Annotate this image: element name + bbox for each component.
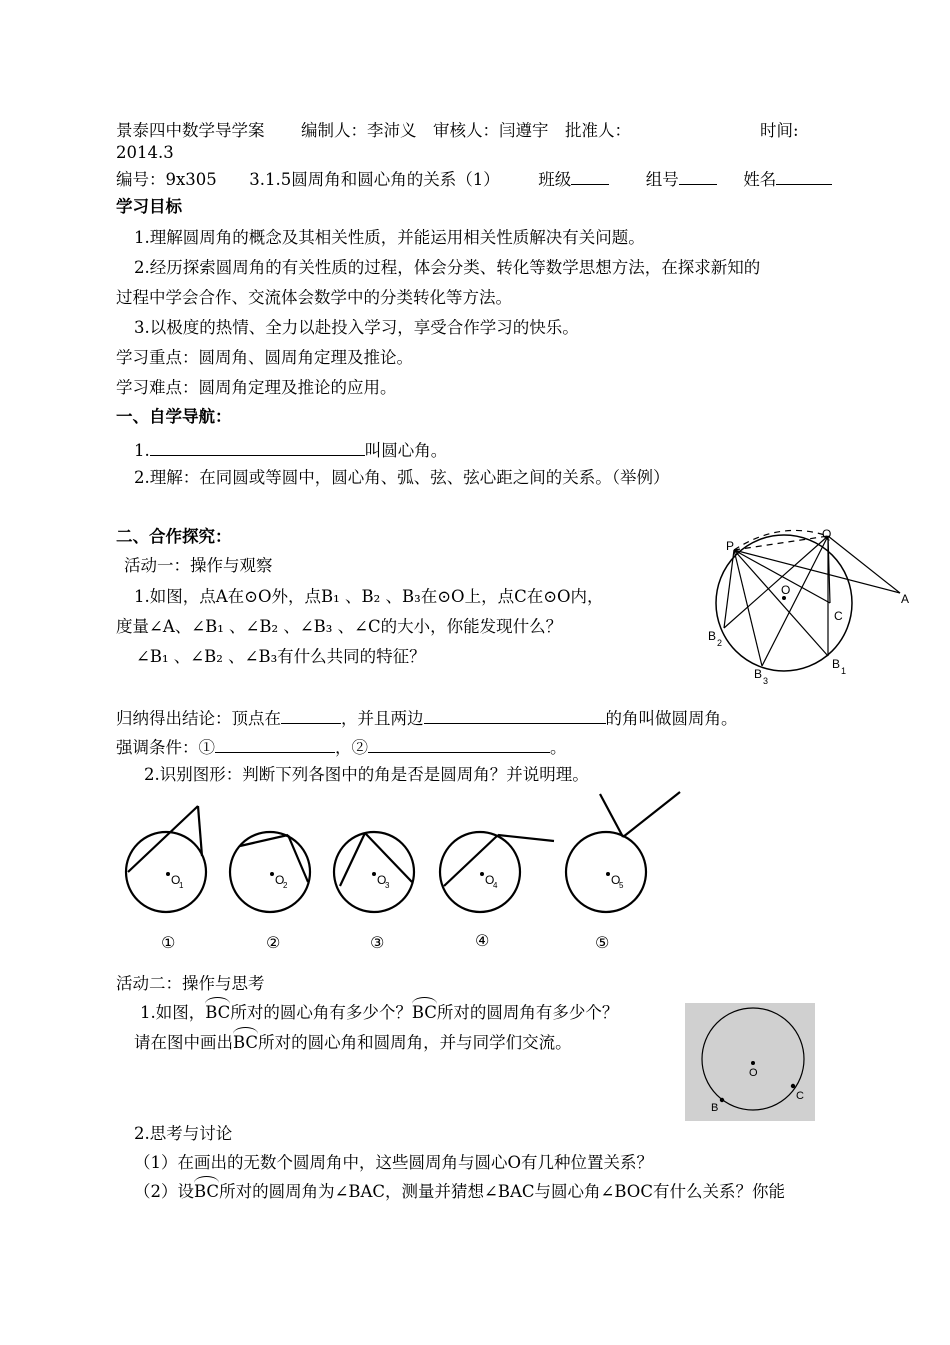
label-B1-sub: 1 [841,666,847,676]
a2-q1-part4: 请在图中画出 [134,1033,233,1052]
conclusion-b: ，并且两边 [341,709,424,728]
circle5-sub: 5 [619,881,624,890]
date: 2014.3 [116,143,174,162]
goal-2: 2.经历探索圆周角的有关性质的过程，体会分类、转化等数学思想方法，在探求新知的 [134,258,761,277]
emphasis [116,734,567,759]
lesson-title: 3.1.5圆周角和圆心角的关系（1） [249,170,500,189]
approver: 批准人： [565,121,631,140]
conclusion-c: 的角叫做圆周角。 [605,709,738,728]
label-A: A [901,592,910,606]
t2-part1: （2）设 [134,1182,194,1201]
fig2-label-B: B [711,1102,719,1114]
activity1-title: 活动一：操作与观察 [124,556,273,575]
circle1-number: ① [161,933,176,952]
a2-q1-part2: 所对的圆心角有多少个？ [230,1003,412,1022]
circle3-sub: 3 [385,881,390,890]
think-q2 [134,1181,785,1203]
label-B2: B [708,629,717,643]
activity2-title: 活动二：操作与思考 [116,974,265,993]
header-line-3 [116,166,832,191]
name-label: 姓名 [743,170,777,189]
arc-bc: BC [411,1003,437,1022]
q1-blank[interactable] [150,437,365,456]
activity2-q1 [140,1002,618,1024]
a2-q1-part1: 1.如图， [140,1003,206,1022]
circle1-center: O [171,873,181,887]
activity1-line2: 度量∠A、∠B₁ 、∠B₂ 、∠B₃ 、∠C的大小，你能发现什么？ [116,617,563,636]
emphasis-blank-1[interactable] [215,734,335,753]
fig2-label-C: C [796,1090,804,1102]
fig2-label-O: O [749,1067,758,1079]
q1-prefix: 1. [134,441,150,460]
circle5-number: ⑤ [595,933,610,952]
section1-q1 [134,437,447,462]
arc-bc: BC [233,1033,259,1052]
circle4-center: O [485,873,495,887]
circle5-center: O [611,873,621,887]
activity1-line1: 1.如图，点A在⊙O外，点B₁ 、B₂ 、B₃在⊙O上，点C在⊙O内， [134,587,604,606]
conclusion-blank-2[interactable] [424,705,606,724]
group-blank[interactable] [679,166,717,185]
a2-q1-part5: 所对的圆心角和圆周角，并与同学们交流。 [258,1033,572,1052]
think-q1: （1）在画出的无数个圆周角中，这些圆周角与圆心O有几种位置关系？ [134,1153,654,1172]
label-P: P [726,539,735,553]
five-circles-figure [118,788,698,958]
arc-bc: BC [194,1182,220,1201]
conclusion-blank-1[interactable] [281,705,341,724]
activity1-line3: ∠B₁ 、∠B₂ 、∠B₃有什么共同的特征？ [136,647,426,666]
emphasis-c: 。 [550,738,567,757]
doc-code: 编号：9x305 [116,170,217,189]
circle1-sub: 1 [179,881,184,890]
header-line-1 [116,120,631,142]
conclusion [116,705,738,730]
time-label: 时间: [760,121,799,140]
label-C: C [834,609,843,623]
conclusion-a: 归纳得出结论：顶点在 [116,709,281,728]
label-B3: B [754,667,763,681]
difficulty: 学习难点：圆周角定理及推论的应用。 [116,378,397,397]
class-label: 班级 [538,170,572,189]
editor: 编制人：李沛义 [301,121,417,140]
t2-part2: 所对的圆周角为∠BAC，测量并猜想∠BAC与圆心角∠BOC有什么关系？你能 [219,1182,785,1201]
a2-q1-part3: 所对的圆周角有多少个？ [436,1003,619,1022]
circle4-number: ④ [475,931,490,950]
emphasis-b: ，② [335,738,368,757]
goals-title: 学习目标 [116,197,182,216]
activity2-q1-cont [134,1032,572,1054]
think-title: 2.思考与讨论 [134,1124,233,1143]
goal-2-cont: 过程中学会合作、交流体会数学中的分类转化等方法。 [116,288,512,307]
circle2-sub: 2 [283,881,288,890]
section2-title: 二、合作探究： [116,527,232,546]
circle4-sub: 4 [493,881,498,890]
q1-suffix: 叫圆心角。 [364,441,448,460]
key-point: 学习重点：圆周角、圆周角定理及推论。 [116,348,413,367]
emphasis-blank-2[interactable] [368,734,550,753]
school-title: 景泰四中数学导学案 [116,121,265,140]
label-B3-sub: 3 [763,676,769,686]
label-O: O [781,583,791,597]
section1-q2: 2.理解：在同圆或等圆中，圆心角、弧、弦、弦心距之间的关系。（举例） [134,468,670,487]
arc-bc: BC [205,1003,231,1022]
group-label: 组号 [645,170,679,189]
goal-3: 3.以极度的热情、全力以赴投入学习，享受合作学习的快乐。 [134,318,579,337]
label-B1: B [832,657,841,671]
section1-title: 一、自学导航： [116,407,232,426]
label-Q: Q [822,528,832,541]
figure-bc-circle [685,1003,815,1121]
circle3-number: ③ [370,933,385,952]
circle2-number: ② [266,933,281,952]
name-blank[interactable] [776,166,832,185]
identify-prompt: 2.识别图形：判断下列各图中的角是否是圆周角？并说明理。 [144,765,589,784]
emphasis-a: 强调条件：① [116,738,215,757]
circle2-center: O [275,873,285,887]
label-B2-sub: 2 [717,638,723,648]
figure-angle-circle [700,528,910,688]
reviewer: 审核人：闫遵宇 [433,121,549,140]
circle3-center: O [377,873,387,887]
class-blank[interactable] [571,166,609,185]
goal-1: 1.理解圆周角的概念及其相关性质，并能运用相关性质解决有关问题。 [134,228,645,247]
